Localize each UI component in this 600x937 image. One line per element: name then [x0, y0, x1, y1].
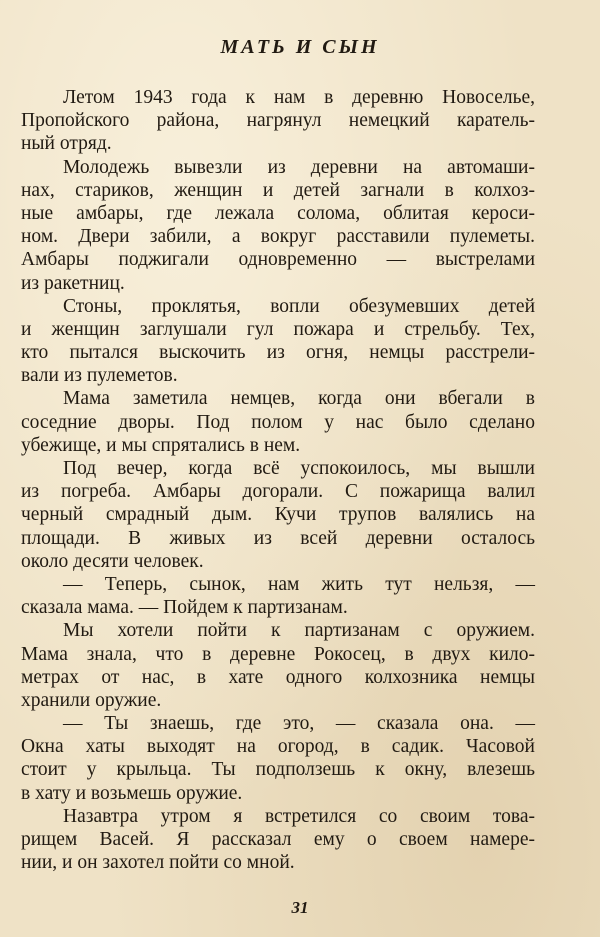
text-line: рищем Васей. Я рассказал ему о своем намере- [21, 829, 535, 850]
text-line: Амбары поджигали одновременно — выстрелами [21, 249, 535, 271]
text-line: Летом 1943 года к нам в деревню Новоселье, [63, 87, 535, 108]
text-line: Молодежь вывезли из деревни на автомаши- [63, 156, 535, 178]
text-line: около десяти человек. [21, 550, 204, 572]
text-line: Мама заметила немцев, когда они вбегали в [63, 388, 535, 410]
text-line: в хату и возьмешь оружие. [21, 782, 243, 804]
text-line: Мама знала, что в деревне Рокосец, в двух кило- [21, 643, 535, 665]
text-line: Под вечер, когда всё успокоилось, мы вышли [63, 458, 535, 479]
text-line: нии, и он захотел пойти со мной. [21, 852, 295, 874]
text-line: черный смрадный дым. Кучи трупов валялись на [21, 504, 535, 526]
text-line: Стоны, проклятья, вопли обезумевших детей [63, 295, 535, 317]
text-line: из погреба. Амбары догорали. С пожарища валил [21, 481, 535, 503]
text-line: ный отряд. [21, 133, 112, 155]
text-line: кто пытался выскочить из огня, немцы расстрели- [21, 342, 535, 364]
text-line: и женщин заглушали гул пожара и стрельбу. Тех, [21, 318, 535, 340]
text-line: хранили оружие. [21, 689, 162, 711]
text-line: соседние дворы. Под полом у нас было сделано [21, 411, 535, 433]
page-number: 31 [291, 898, 309, 917]
text-line: стоит у крыльца. Ты подползешь к окну, влезешь [21, 759, 535, 781]
chapter-title: МАТЬ И СЫН [220, 36, 380, 58]
text-line: сказала мама. — Пойдем к партизанам. [21, 597, 348, 619]
text-line: из ракетниц. [21, 272, 125, 294]
text-line: Назавтра утром я встретился со своим това- [63, 805, 535, 827]
text-line: Мы хотели пойти к партизанам с оружием. [63, 620, 535, 642]
text-line: убежище, и мы спрятались в нем. [21, 434, 301, 456]
text-line: — Теперь, сынок, нам жить тут нельзя, — [63, 573, 535, 595]
text-line: площади. В живых из всей деревни осталось [21, 527, 535, 549]
text-line: ные амбары, где лежала солома, облитая кероси- [21, 202, 535, 224]
text-line: Пропойского района, нагрянул немецкий каратель- [21, 110, 535, 132]
text-line: Окна хаты выходят на огород, в садик. Часовой [21, 736, 535, 758]
text-line: ном. Двери забили, а вокруг расставили пулеметы. [21, 226, 535, 248]
text-line: вали из пулеметов. [21, 365, 178, 387]
text-line: нах, стариков, женщин и детей загнали в колхоз- [21, 179, 535, 201]
body-text [21, 86, 535, 874]
text-line: метрах от нас, в хате одного колхозника немцы [21, 666, 535, 688]
text-line: — Ты знаешь, где это, — сказала она. — [63, 713, 535, 735]
